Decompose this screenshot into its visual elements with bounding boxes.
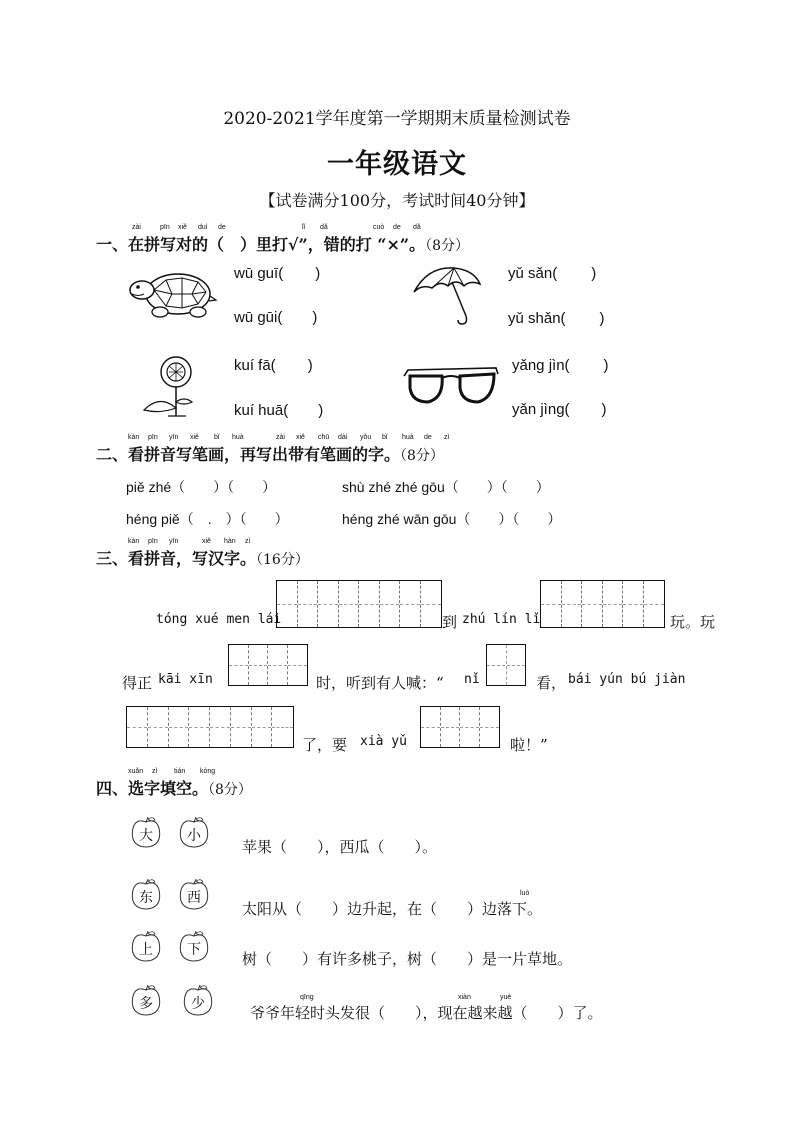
ruby: dǎ [320,224,328,231]
apple-char: 东 [139,890,153,906]
ruby: zài [276,434,285,441]
ruby: xiě [296,434,305,441]
section-2-heading [96,442,444,465]
option-text [508,310,605,327]
ruby: xiě [202,538,211,545]
apple-char: 小 [187,828,201,844]
writing-grid-ni[interactable] [486,644,526,686]
ruby: dǎ [413,224,421,231]
ruby: huà [232,434,244,441]
option-text: kuí fā( [234,357,276,374]
option-text [234,309,317,326]
apple-option[interactable] [130,878,162,910]
option-text: kuí huā( [234,402,289,419]
apple-char: 多 [139,996,153,1012]
fill-sentence: 苹果（ ），西瓜（ ）。 [242,838,438,856]
ruby: yīn [169,538,179,545]
ruby: yīn [169,434,179,441]
ruby: xiě [190,434,199,441]
ruby: zài [132,224,141,231]
stroke-question: héng zhé wān gōu（ ）（ ） [342,511,562,527]
umbrella-image [408,262,484,328]
apple-char: 下 [187,942,201,958]
section-2-heading-text: 二、看拼音写笔画，再写出带有笔画的字。 [96,445,401,464]
ruby: kàn [128,538,140,545]
ruby: huà [402,434,414,441]
page-title: 一年级语文 [327,149,467,180]
apple-option[interactable] [178,878,210,910]
ruby: lǐ [302,224,306,231]
section-2-score: （8分） [400,448,444,464]
section-3-heading [96,546,309,569]
option-text [512,401,607,418]
option-close: ) [307,357,313,374]
writing-grid-xiayu[interactable] [420,706,500,748]
sunflower-image [138,352,202,420]
ruby: de [424,434,432,441]
text-fragment: 玩。玩 [670,613,716,631]
option-text [234,402,323,419]
ruby: yuè [500,994,512,1001]
writing-grid-tongxuemenlai[interactable] [276,580,442,628]
ruby: zì [245,538,251,545]
option-text: yǔ shǎn( [508,310,566,327]
apple-char: 大 [139,828,153,844]
apple-option[interactable] [130,816,162,848]
text-fragment: 啦！” [510,736,548,754]
ruby: dài [338,434,348,441]
turtle-image [126,266,218,322]
pinyin-prompt: xià yǔ [360,734,407,749]
ruby: yǒu [360,434,372,441]
apple-option[interactable] [182,984,214,1016]
section-4-heading-text: 四、选字填空。 [96,779,209,798]
pinyin-prompt: kāi xīn [158,672,213,687]
ruby: bǐ [214,434,220,441]
ruby: qīng [300,994,314,1001]
apple-char: 上 [139,942,153,958]
option-close: ) [315,265,321,282]
ruby: zì [152,768,158,775]
ruby: tián [174,768,186,775]
option-text [508,265,596,282]
pinyin-prompt: tóng xué men lái [156,612,282,627]
pinyin-prompt: nǐ [464,672,480,687]
option-close: ) [601,401,607,418]
option-text [234,357,313,374]
ruby: bǐ [382,434,388,441]
option-text [512,357,609,374]
pinyin-prompt: zhú lín lǐ [462,612,541,627]
ruby: duì [198,224,208,231]
sunglasses-image [402,362,500,412]
writing-grid-baiyunbujian[interactable] [126,706,294,748]
text-fragment: 看， [536,674,567,692]
option-close: ) [603,357,609,374]
pinyin-prompt: bái yún bú jiàn [568,672,686,687]
fill-sentence: 树（ ）有许多桃子，树（ ）是一片草地。 [242,950,573,968]
apple-char: 少 [191,996,205,1012]
section-1-score: （8分） [425,238,470,254]
option-text: yǔ sǎn( [508,265,558,282]
stroke-question: piě zhé（ ）（ ） [126,479,277,495]
ruby: de [218,224,226,231]
exam-note: 【试卷满分100分，考试时间40分钟】 [259,191,535,210]
fill-sentence: 太阳从（ ）边升起，在（ ）边落下。 [242,900,543,918]
exam-header: 2020-2021学年度第一学期期末质量检测试卷 [223,109,571,129]
stroke-question: héng piě（ . ）（ ） [126,511,289,527]
text-fragment: 时，听到有人喊：“ [316,674,444,692]
section-1-heading [96,232,469,255]
section-4-score: （8分） [208,782,252,798]
ruby: de [393,224,401,231]
ruby: chū [318,434,330,441]
option-text: yǎng jìn( [512,357,570,374]
ruby: hàn [224,538,236,545]
apple-option[interactable] [130,984,162,1016]
apple-char: 西 [187,890,201,906]
option-text: wū gūi( [234,309,283,326]
text-fragment: 到 [442,613,458,631]
stroke-question: shù zhé zhé gōu（ ）（ ） [342,479,550,495]
ruby: pīn [148,434,158,441]
text-fragment: 得正 [122,674,153,692]
option-close: ) [591,265,597,282]
ruby: cuò [373,224,385,231]
fill-sentence: 爷爷年轻时头发很（ ），现在越来越（ ）了。 [250,1004,603,1022]
apple-option[interactable] [130,930,162,962]
option-text: yǎn jìng( [512,401,570,418]
ruby: xuǎn [128,768,144,775]
ruby: xiě [178,224,187,231]
ruby: luò [520,890,530,897]
writing-grid-zhulinli[interactable] [540,580,665,628]
option-close: ) [318,402,324,419]
ruby: xiàn [458,994,471,1001]
ruby: kàn [128,434,140,441]
ruby: kòng [200,768,216,775]
section-1-heading-text: 一、在拼写对的（ ）里打√”，错的打 “×”。 [96,235,426,254]
section-4-heading [96,776,252,799]
option-close: ) [599,310,605,327]
ruby: pīn [160,224,170,231]
section-3-heading-text: 三、看拼音，写汉字。 [96,549,257,568]
ruby: pīn [148,538,158,545]
text-fragment: 了，要 [302,736,348,754]
apple-option[interactable] [178,930,210,962]
section-3-score: （16分） [256,552,309,568]
apple-option[interactable] [178,816,210,848]
ruby: zì [444,434,450,441]
option-text [234,265,320,282]
writing-grid-kaixin[interactable] [228,644,308,686]
option-close: ) [312,309,318,326]
option-text: wū guī( [234,265,284,282]
